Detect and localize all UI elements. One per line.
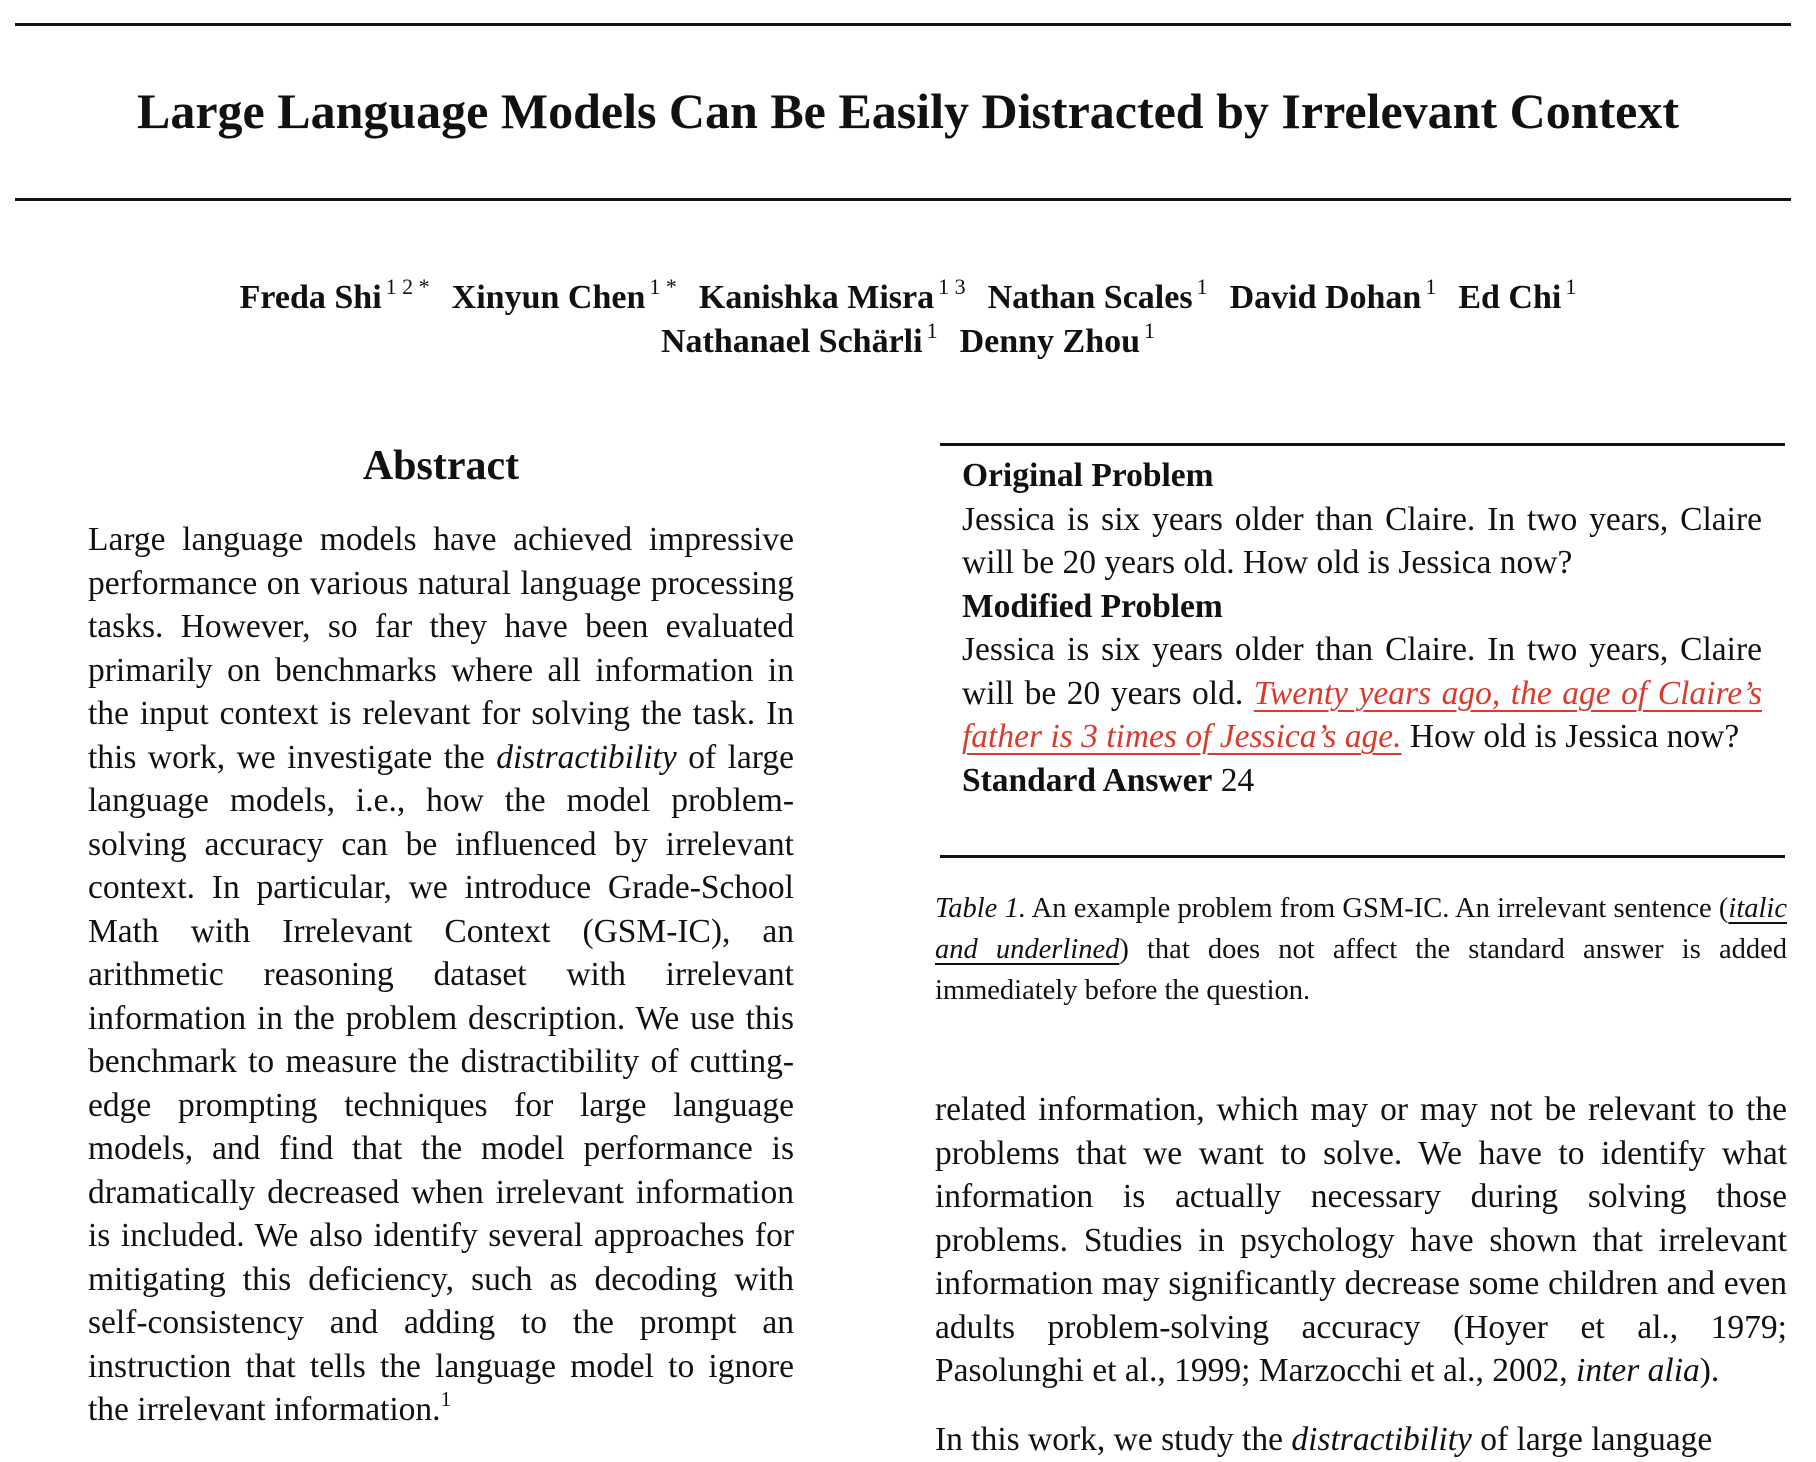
author: Nathanael Schärli $^1$ [660,318,938,360]
author: Nathan Scales $^1$ [987,274,1208,316]
standard-answer-value: 24 [1220,761,1255,799]
author: Kanishka Misra $^{1 3}$ [698,274,966,316]
author: David Dohan $^1$ [1229,274,1437,316]
modified-problem-heading: Modified Problem [962,587,1223,625]
author: Denny Zhou $^1$ [959,318,1156,360]
intro-paragraph-continued: In this work, we study the distractibility of large language [935,1421,1713,1458]
author: Xinyun Chen $^{1 *}$ [451,274,677,316]
original-problem-heading: Original Problem [962,457,1214,494]
footnote-mark[interactable]: 1 [440,1387,452,1411]
abstract-body: Large language models have achieved impressive performance on various natural language processing tasks. However, so far they have been evaluated primarily on benchmarks where all information in the input context is relevant for solving the task. In this work, we investigate the distractibility of large language models, i.e., how the model problem-solving accuracy can be influenced by irrelevant context. In particular, we introduce Grade-School Math with Irrelevant Context (GSM-IC), an arithmetic reasoning dataset with irrelevant information in the problem description. We use this benchmark to measure the distractibility of cutting-edge prompting techniques for large language models, and find that the model performance is dramatically decreased when irrelevant information is included. We also identify several approaches for mitigating this deficiency, such as decoding with self-consistency and adding to the prompt an instruction that tells the language model to ignore the irrelevant information.$^1$ [88,521,794,1428]
abstract-heading: Abstract [362,443,520,489]
original-problem-text: Jessica is six years older than Claire. In two years, Claire will be 20 years old. How old is Jessica now? [962,500,1762,581]
example-table [962,454,1762,802]
title-rule-top [15,23,1791,26]
author: Freda Shi $^{1 2 *}$ [239,274,430,316]
table-caption: Table 1. An example problem from GSM-IC. An irrelevant sentence (italic and underlined) that does not affect the standard answer is added immediately before the question. [935,893,1787,1006]
irrelevant-sentence: Twenty years ago, the age of Claire’s father is 3 times of Jessica’s age. [962,674,1762,755]
abstract-emphasis: distractibility [496,738,677,776]
title-rule-bottom [15,198,1791,201]
intro-paragraph: related information, which may or may not be relevant to the problems that we want to solve. We have to identify what information is actually necessary during solving those problems. Studies in psychology have shown that irrelevant information may significantly decrease some children and even adults problem-solving accuracy (Hoyer et al., 1979; Pasolunghi et al., 1999; Marzocchi et al., 2002, inter alia). [935,1091,1787,1389]
table-rule-bottom [940,855,1785,858]
table-rule-top [940,443,1785,446]
author: Ed Chi $^1$ [1458,274,1577,316]
modified-problem-text: Jessica is six years older than Claire. In two years, Claire will be 20 years old. Twenty years ago, the age of Claire’s father is 3 times of Jessica’s age. How old is Jessica now? [962,631,1762,755]
paper-title: Large Language Models Can Be Easily Distracted by Irrelevant Context [136,83,1680,139]
author-list [0,276,1816,320]
standard-answer: Standard Answer 24 [962,761,1255,799]
author-list-line-2 [0,320,1816,364]
